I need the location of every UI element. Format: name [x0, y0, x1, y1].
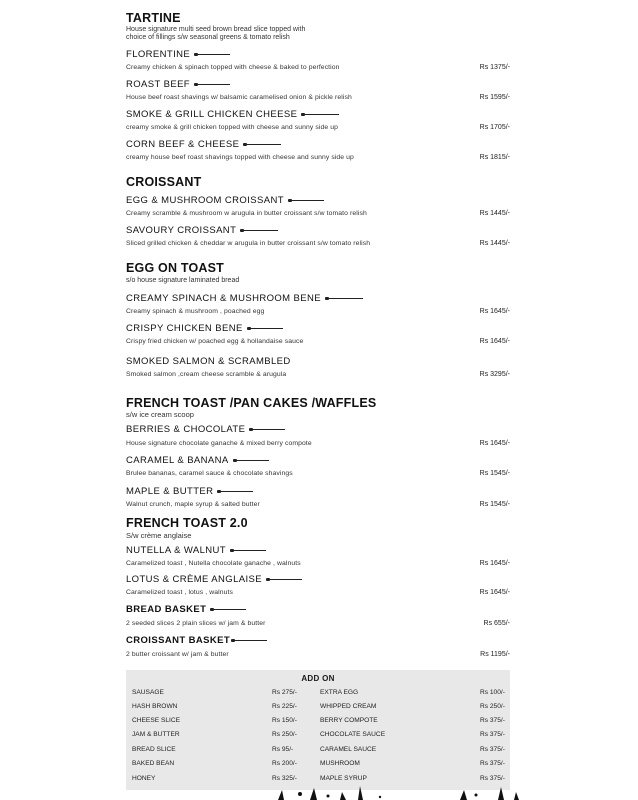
section-title-french-toast: FRENCH TOAST /PAN CAKES /WAFFLES	[126, 396, 377, 410]
menu-item-price: Rs 1195/-	[480, 651, 510, 658]
menu-item-desc: House beef roast shavings w/ balsamic caramelised onion & pickle relish	[126, 94, 352, 101]
addon-item-name: BERRY COMPOTE	[320, 717, 378, 724]
menu-item-name: CORN BEEF & CHEESE	[126, 139, 281, 150]
addon-item-name: HASH BROWN	[132, 703, 178, 710]
menu-item-desc: Caramelized toast , Nutella chocolate ganache , walnuts	[126, 560, 301, 567]
addon-title: ADD ON	[301, 674, 335, 683]
section-subtitle-french-toast: s/w ice cream scoop	[126, 410, 194, 419]
menu-item-desc: Sliced grilled chicken & cheddar w arugula in butter croissant s/w tomato relish	[126, 240, 371, 247]
menu-item-name: LOTUS & CRÈME ANGLAISE	[126, 574, 302, 585]
menu-item-desc: House signature chocolate ganache & mixed berry compote	[126, 440, 312, 447]
menu-item-name: CARAMEL & BANANA	[126, 455, 269, 466]
addon-item-name: CHOCOLATE SAUCE	[320, 731, 386, 738]
menu-item-price: Rs 1645/-	[479, 560, 510, 567]
addon-item-price: Rs 250/-	[480, 703, 505, 710]
section-subtitle-tartine: choice of fillings s/w seasonal greens & tomato relish	[126, 34, 290, 41]
menu-item-name: BREAD BASKET	[126, 604, 246, 615]
menu-item-desc: creamy house beef roast shavings topped with cheese and sunny side up	[126, 154, 354, 161]
addon-item-name: MUSHROOM	[320, 760, 360, 767]
section-title-french-toast-2: FRENCH TOAST 2.0	[126, 516, 248, 530]
addon-item-price: Rs 375/-	[480, 760, 505, 767]
ink-splatter-decoration	[270, 784, 530, 800]
menu-item-name: CRISPY CHICKEN BENE	[126, 323, 283, 334]
menu-item-name: SAVOURY CROISSANT	[126, 225, 278, 236]
menu-item-desc: Walnut crunch, maple syrup & salted butter	[126, 501, 260, 508]
addon-item-name: CARAMEL SAUCE	[320, 746, 377, 753]
menu-item-price: Rs 1645/-	[479, 589, 510, 596]
menu-item-name: FLORENTINE	[126, 49, 230, 60]
addon-item-price: Rs 375/-	[480, 717, 505, 724]
menu-item-name: CROISSANT BASKET	[126, 635, 267, 646]
menu-item-name: SMOKE & GRILL CHICKEN CHEESE	[126, 109, 339, 120]
menu-item-name: EGG & MUSHROOM CROISSANT	[126, 195, 324, 206]
addon-item-price: Rs 200/-	[272, 760, 297, 767]
addon-item-price: Rs 375/-	[480, 746, 505, 753]
section-subtitle-tartine: House signature multi seed brown bread slice topped with	[126, 26, 306, 33]
menu-item-price: Rs 1545/-	[479, 470, 510, 477]
addon-item-name: JAM & BUTTER	[132, 731, 180, 738]
menu-item-price: Rs 1595/-	[479, 94, 510, 101]
addon-item-price: Rs 150/-	[272, 717, 297, 724]
menu-item-desc: Caramelized toast , lotus , walnuts	[126, 589, 234, 596]
addon-item-price: Rs 325/-	[272, 775, 297, 782]
addon-item-name: SAUSAGE	[132, 689, 164, 696]
menu-item-desc: Creamy spinach & mushroom , poached egg	[126, 308, 265, 315]
menu-item-name: BERRIES & CHOCOLATE	[126, 424, 285, 435]
section-title-tartine: TARTINE	[126, 11, 181, 25]
addon-item-price: Rs 225/-	[272, 703, 297, 710]
addon-item-name: MAPLE SYRUP	[320, 775, 367, 782]
addon-item-price: Rs 100/-	[480, 689, 505, 696]
section-subtitle-french-toast-2: S/w crème anglaise	[126, 531, 192, 540]
section-subtitle-egg-on-toast: s/o house signature laminated bread	[126, 277, 240, 284]
menu-item-desc: Creamy chicken & spinach topped with cheese & baked to perfection	[126, 64, 340, 71]
menu-item-price: Rs 1445/-	[479, 210, 510, 217]
menu-item-name: CREAMY SPINACH & MUSHROOM BENE	[126, 293, 363, 304]
addon-item-price: Rs 375/-	[480, 775, 505, 782]
addon-item-name: BREAD SLICE	[132, 746, 176, 753]
menu-item-desc: Crispy fried chicken w/ poached egg & hollandaise sauce	[126, 338, 304, 345]
menu-item-price: Rs 1815/-	[479, 154, 510, 161]
menu-item-price: Rs 1645/-	[479, 308, 510, 315]
menu-item-price: Rs 1705/-	[479, 124, 510, 131]
menu-item-desc: Smoked salmon ,cream cheese scramble & arugula	[126, 371, 287, 378]
menu-item-name: ROAST BEEF	[126, 79, 230, 90]
addon-item-name: WHIPPED CREAM	[320, 703, 377, 710]
menu-item-desc: 2 seeded slices 2 plain slices w/ jam & butter	[126, 620, 266, 627]
menu-item-price: Rs 3295/-	[479, 371, 510, 378]
addon-item-name: HONEY	[132, 775, 156, 782]
section-title-croissant: CROISSANT	[126, 175, 202, 189]
addon-panel	[126, 670, 510, 790]
addon-item-price: Rs 95/-	[272, 746, 294, 753]
menu-item-name: NUTELLA & WALNUT	[126, 545, 266, 556]
menu-item-price: Rs 1545/-	[479, 501, 510, 508]
menu-item-price: Rs 1375/-	[479, 64, 510, 71]
menu-item-name: MAPLE & BUTTER	[126, 486, 253, 497]
menu-item-desc: 2 butter croissant w/ jam & butter	[126, 651, 229, 658]
addon-item-name: BAKED BEAN	[132, 760, 175, 767]
addon-item-name: EXTRA EGG	[320, 689, 359, 696]
menu-item-desc: Brulee bananas, caramel sauce & chocolate shavings	[126, 470, 293, 477]
addon-item-name: CHEESE SLICE	[132, 717, 181, 724]
menu-item-desc: Creamy scramble & mushroom w arugula in butter croissant s/w tomato relish	[126, 210, 367, 217]
addon-item-price: Rs 275/-	[272, 689, 297, 696]
section-title-egg-on-toast: EGG ON TOAST	[126, 261, 225, 275]
menu-item-name: SMOKED SALMON & SCRAMBLED	[126, 356, 291, 367]
addon-item-price: Rs 250/-	[272, 731, 297, 738]
addon-item-price: Rs 375/-	[480, 731, 505, 738]
menu-item-price: Rs 655/-	[483, 620, 510, 627]
menu-item-price: Rs 1645/-	[479, 338, 510, 345]
menu-item-desc: creamy smoke & grill chicken topped with cheese and sunny side up	[126, 124, 339, 131]
menu-item-price: Rs 1445/-	[479, 240, 510, 247]
menu-item-price: Rs 1645/-	[479, 440, 510, 447]
